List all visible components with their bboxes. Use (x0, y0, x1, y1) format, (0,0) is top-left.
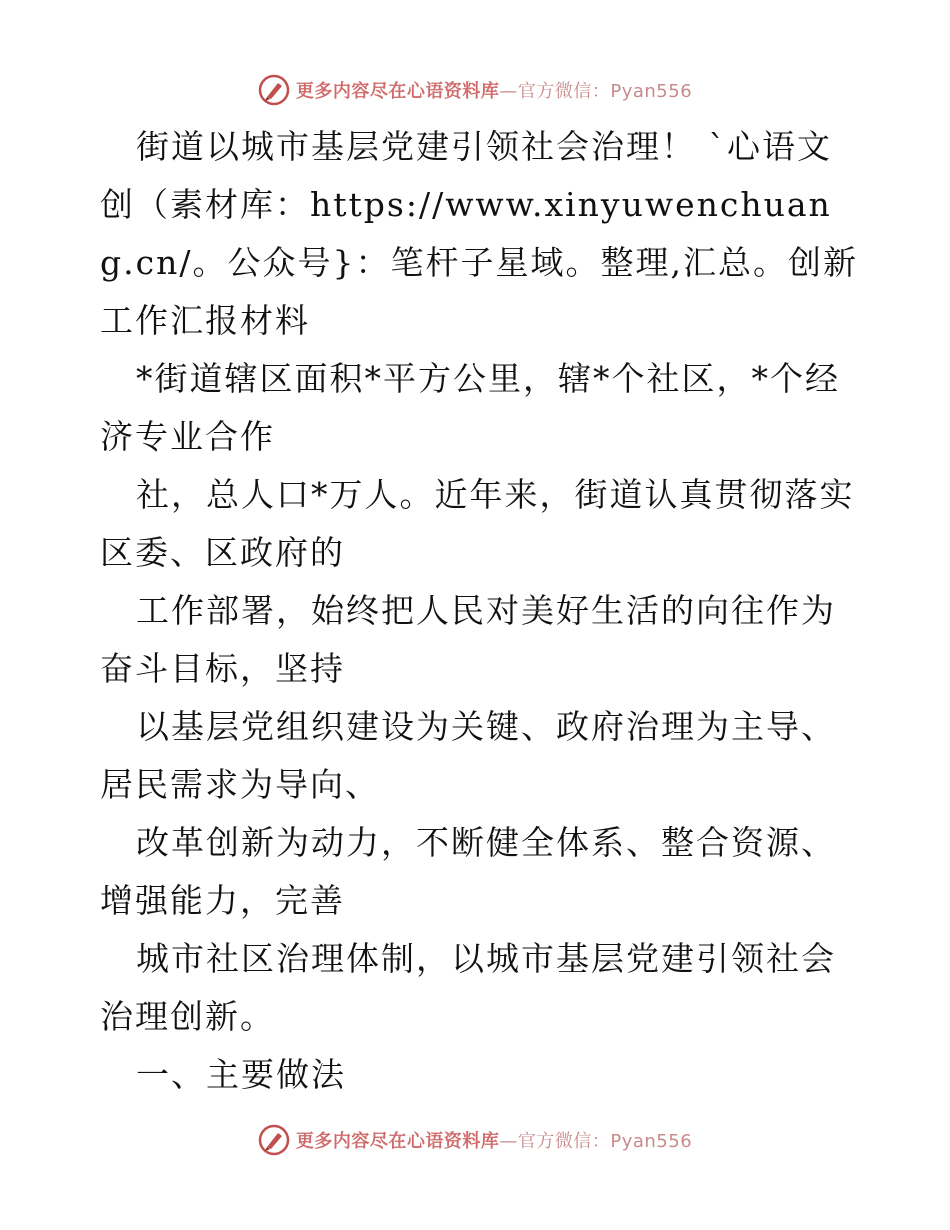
paragraph: 改革创新为动力，不断健全体系、整合资源、增强能力，完善 (100, 823, 836, 920)
paragraph: 以基层党组织建设为关键、政府治理为主导、居民需求为导向、 (100, 707, 836, 804)
watermark-site: 更多内容尽在心语资料库 (295, 81, 500, 102)
watermark-text (296, 1127, 692, 1153)
paragraph: 街道以城市基层党建引领社会治理！ `心语文创（素材库：https://www.xinyuwenchuang.cn/。公众号}：笔杆子星域。整理,汇总。创新工作汇报材料 (100, 127, 858, 340)
watermark-wechat-label: 官方微信： (517, 1131, 611, 1152)
watermark-wechat-id: Pyan556 (610, 1131, 693, 1152)
watermark-separator: — (499, 81, 518, 102)
footer-watermark-banner (0, 1120, 950, 1160)
header-watermark-banner (0, 70, 950, 110)
section-heading: 一、主要做法 (136, 1055, 346, 1094)
document-body (100, 118, 860, 1104)
paragraph: 工作部署，始终把人民对美好生活的向往作为奋斗目标，坚持 (100, 591, 836, 688)
quill-pen-circle-icon (258, 1124, 290, 1156)
paragraph: *街道辖区面积*平方公里，辖*个社区，*个经济专业合作 (100, 359, 840, 456)
watermark-wechat-label: 官方微信： (517, 81, 611, 102)
watermark-text (296, 77, 692, 103)
watermark-wechat-id: Pyan556 (610, 81, 693, 102)
paragraph: 城市社区治理体制，以城市基层党建引领社会治理创新。 (100, 939, 836, 1036)
watermark-separator: — (499, 1131, 518, 1152)
quill-pen-circle-icon (258, 74, 290, 106)
paragraph: 社，总人口*万人。近年来，街道认真贯彻落实区委、区政府的 (100, 475, 855, 572)
watermark-site: 更多内容尽在心语资料库 (295, 1131, 500, 1152)
